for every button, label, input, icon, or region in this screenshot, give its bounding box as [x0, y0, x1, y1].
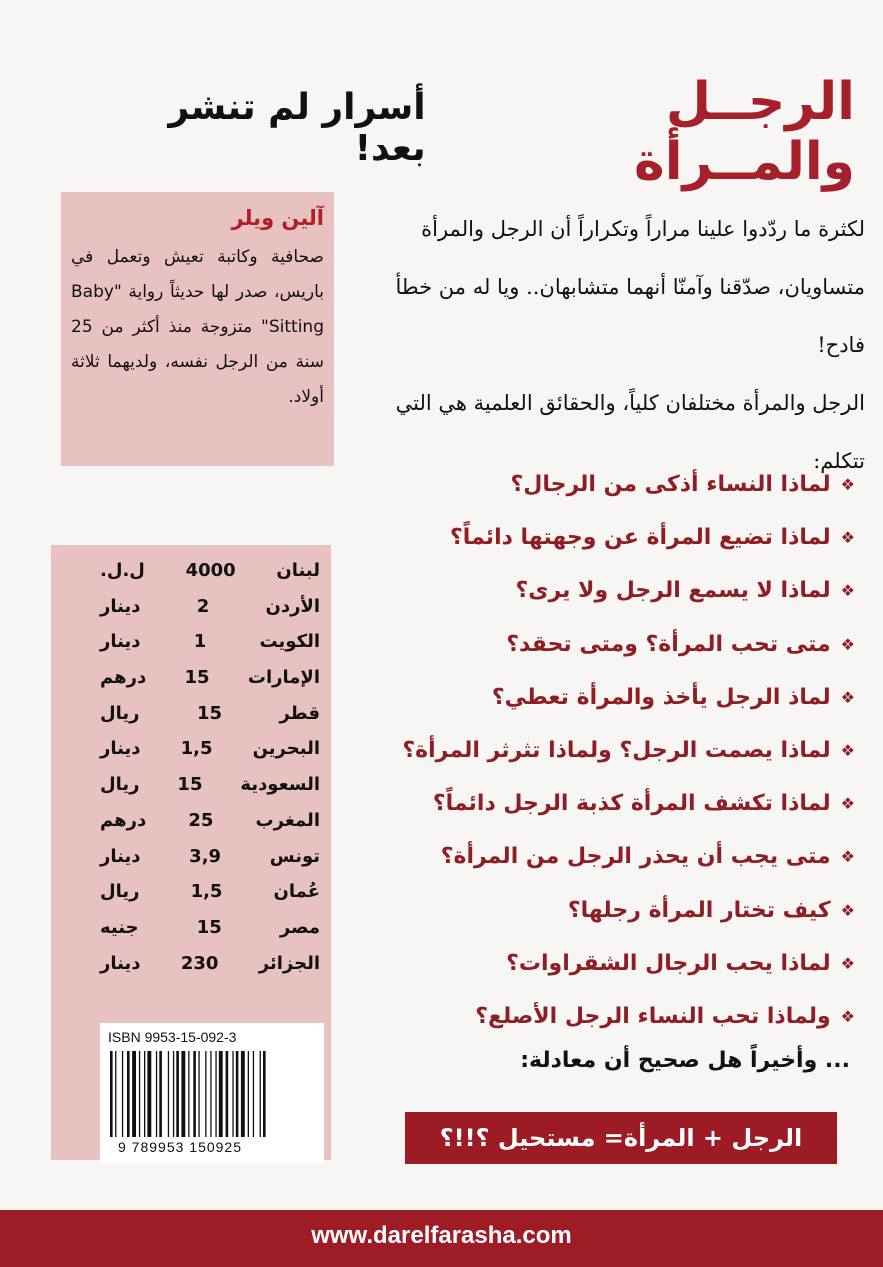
- price-item: مصر 15 جنيه: [100, 916, 320, 938]
- diamond-bullet-icon: ❖: [840, 528, 855, 548]
- price-item: قطر 15 ريال: [100, 702, 320, 724]
- barcode-icon: [110, 1051, 315, 1137]
- price-item: الكويت 1 دينار: [100, 631, 320, 653]
- question-text: ولماذا تحب النساء الرجل الأصلع؟: [475, 1003, 831, 1029]
- question-list: [380, 458, 855, 1043]
- question-text: متى تحب المرأة؟ ومتى تحقد؟: [506, 631, 831, 657]
- question-text: لماذ الرجل يأخذ والمرأة تعطي؟: [491, 684, 831, 710]
- question-text: لماذا النساء أذكى من الرجال؟: [510, 472, 831, 498]
- question-text: كيف تختار المرأة رجلها؟: [567, 897, 831, 923]
- list-item: [380, 511, 855, 564]
- question-text: لماذا تكشف المرأة كذبة الرجل دائماً؟: [432, 791, 831, 817]
- list-item: [380, 458, 855, 511]
- price-item: الأردن 2 دينار: [100, 595, 320, 617]
- intro-text: [345, 200, 865, 490]
- intro-paragraph: لكثرة ما ردّدوا علينا مراراً وتكراراً أن الرجل والمرأة متساويان، صدّقنا وآمنّا أنهما متشابهان.. ويا له من خطأ فادح!: [395, 217, 865, 357]
- price-item: السعودية 15 ريال: [100, 774, 321, 796]
- price-item: عُمان 1,5 ريال: [100, 881, 320, 903]
- author-box: [61, 192, 334, 466]
- price-item: البحرين 1,5 دينار: [100, 738, 321, 760]
- price-item: تونس 3,9 دينار: [100, 845, 321, 867]
- question-text: لماذا تضيع المرأة عن وجهتها دائماً؟: [450, 525, 831, 551]
- website-link[interactable]: www.darelfarasha.com: [311, 1221, 572, 1249]
- diamond-bullet-icon: ❖: [840, 475, 855, 495]
- intro-paragraph: الرجل والمرأة مختلفان كلياً، والحقائق العلمية هي التي تتكلم:: [395, 391, 865, 473]
- list-item: [380, 671, 855, 724]
- diamond-bullet-icon: ❖: [840, 634, 855, 654]
- barcode-block: [100, 1023, 324, 1163]
- list-item: [380, 777, 855, 830]
- list-item: [380, 830, 855, 883]
- isbn-label: ISBN 9953-15-092-3: [108, 1029, 237, 1045]
- diamond-bullet-icon: ❖: [840, 581, 855, 601]
- diamond-bullet-icon: ❖: [840, 794, 855, 814]
- price-list: [100, 553, 320, 981]
- price-item: لبنان 4000 ل.ل.: [100, 560, 320, 581]
- title-main: الرجــل والمــرأة: [634, 72, 855, 192]
- price-item: الجزائر 230 دينار: [100, 952, 320, 974]
- question-text: لماذا يحب الرجال الشقراوات؟: [506, 950, 831, 976]
- list-item: [380, 990, 855, 1043]
- question-text: لماذا يصمت الرجل؟ ولماذا تثرثر المرأة؟: [402, 738, 831, 764]
- diamond-bullet-icon: ❖: [840, 847, 855, 867]
- question-text: لماذا لا يسمع الرجل ولا يرى؟: [515, 578, 831, 604]
- diamond-bullet-icon: ❖: [840, 687, 855, 707]
- question-text: متى يجب أن يحذر الرجل من المرأة؟: [440, 844, 831, 870]
- price-item: المغرب 25 درهم: [100, 809, 320, 831]
- diamond-bullet-icon: ❖: [840, 741, 855, 761]
- equation-text: الرجل + المرأة= مستحيل ؟!!؟: [439, 1124, 803, 1152]
- title-sub: أسرار لم تنشر بعد!: [168, 87, 426, 169]
- list-item: [380, 724, 855, 777]
- list-item: [380, 564, 855, 617]
- book-title: [95, 72, 855, 192]
- list-item: [380, 618, 855, 671]
- author-bio: صحافية وكاتبة تعيش وتعمل في باريس، صدر لها حديثاً رواية "Baby Sitting" متزوجة منذ أكثر من 25 سنة من الرجل نفسه، ولديهما ثلاثة أولاد.: [71, 247, 324, 407]
- list-item: [380, 884, 855, 937]
- isbn-number: 9 789953 150925: [118, 1139, 242, 1155]
- equation-banner: [405, 1112, 837, 1164]
- diamond-bullet-icon: ❖: [840, 900, 855, 920]
- diamond-bullet-icon: ❖: [840, 1006, 855, 1026]
- list-item: [380, 937, 855, 990]
- footer-bar: [0, 1210, 883, 1267]
- price-item: الإمارات 15 درهم: [100, 667, 320, 689]
- final-question: ... وأخيراً هل صحيح أن معادلة:: [520, 1048, 850, 1073]
- diamond-bullet-icon: ❖: [840, 953, 855, 973]
- author-name: آلين ويلر: [231, 206, 324, 230]
